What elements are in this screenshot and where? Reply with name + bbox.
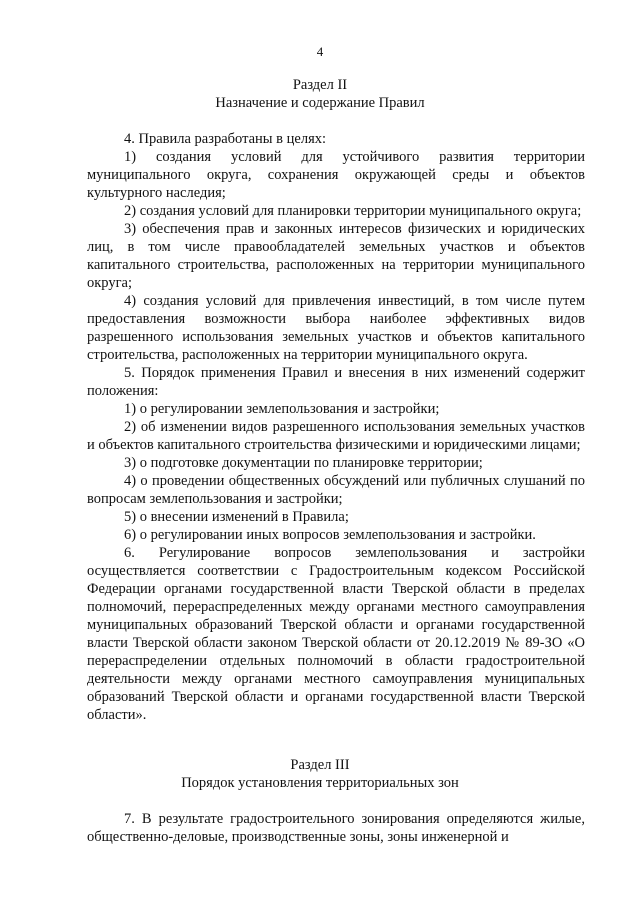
section-3-title: Порядок установления территориальных зон <box>181 775 459 791</box>
paragraph: 4. Правила разработаны в целях: <box>124 131 327 147</box>
section-2-body <box>87 130 585 724</box>
paragraph: 2) создания условий для планировки территории муниципального округа; <box>124 203 582 219</box>
paragraph: 5. Порядок применения Правил и внесения в них изменений содержит положения: <box>87 365 585 399</box>
paragraph: 5) о внесении изменений в Правила; <box>124 509 349 525</box>
page-number: 4 <box>316 44 324 59</box>
paragraph: 6. Регулирование вопросов землепользования и застройки осуществляется соответствии с Градостроительным кодексом Российской Федерации органами государственной власти Тверской области в пределах полномочий, перераспределенных между органами местного самоуправления муниципальных образований Тверской области и органами государственной власти Тверской области законом Тверской области от 20.12.2019 № 89-ЗО «О перераспределении отдельных полномочий в области градостроительной деятельности между органами местного самоуправления муниципальных образований Тверской области и органами государственной власти Тверской области». <box>87 545 585 723</box>
paragraph: 6) о регулировании иных вопросов землепользования и застройки. <box>124 527 536 543</box>
section-2-header <box>0 76 640 112</box>
section-3-header <box>0 756 640 792</box>
paragraph: 4) о проведении общественных обсуждений или публичных слушаний по вопросам землепользования и застройки; <box>87 473 585 507</box>
paragraph: 4) создания условий для привлечения инвестиций, в том числе путем предоставления возможности выбора наиболее эффективных видов разрешенного использования земельных участков и объектов капитального строительства, расположенных на территории муниципального округа. <box>87 293 585 363</box>
paragraph: 3) обеспечения прав и законных интересов физических и юридических лиц, в том числе правообладателей земельных участков и объектов капитального строительства, расположенных на территории муниципального округа; <box>87 221 585 291</box>
section-2-title: Назначение и содержание Правил <box>215 95 425 111</box>
paragraph: 1) создания условий для устойчивого развития территории муниципального округа, сохранения окружающей среды и объектов культурного наследия; <box>87 149 585 201</box>
section-3-heading: Раздел III <box>290 757 350 773</box>
section-2-heading: Раздел II <box>292 77 348 93</box>
paragraph: 1) о регулировании землепользования и застройки; <box>124 401 440 417</box>
paragraph: 3) о подготовке документации по планировке территории; <box>124 455 483 471</box>
paragraph: 2) об изменении видов разрешенного использования земельных участков и объектов капитального строительства физическими и юридическими лицами; <box>87 419 585 453</box>
section-3-body <box>87 810 585 846</box>
paragraph: 7. В результате градостроительного зонирования определяются жилые, общественно-деловые, производственные зоны, зоны инженерной и <box>87 811 585 845</box>
